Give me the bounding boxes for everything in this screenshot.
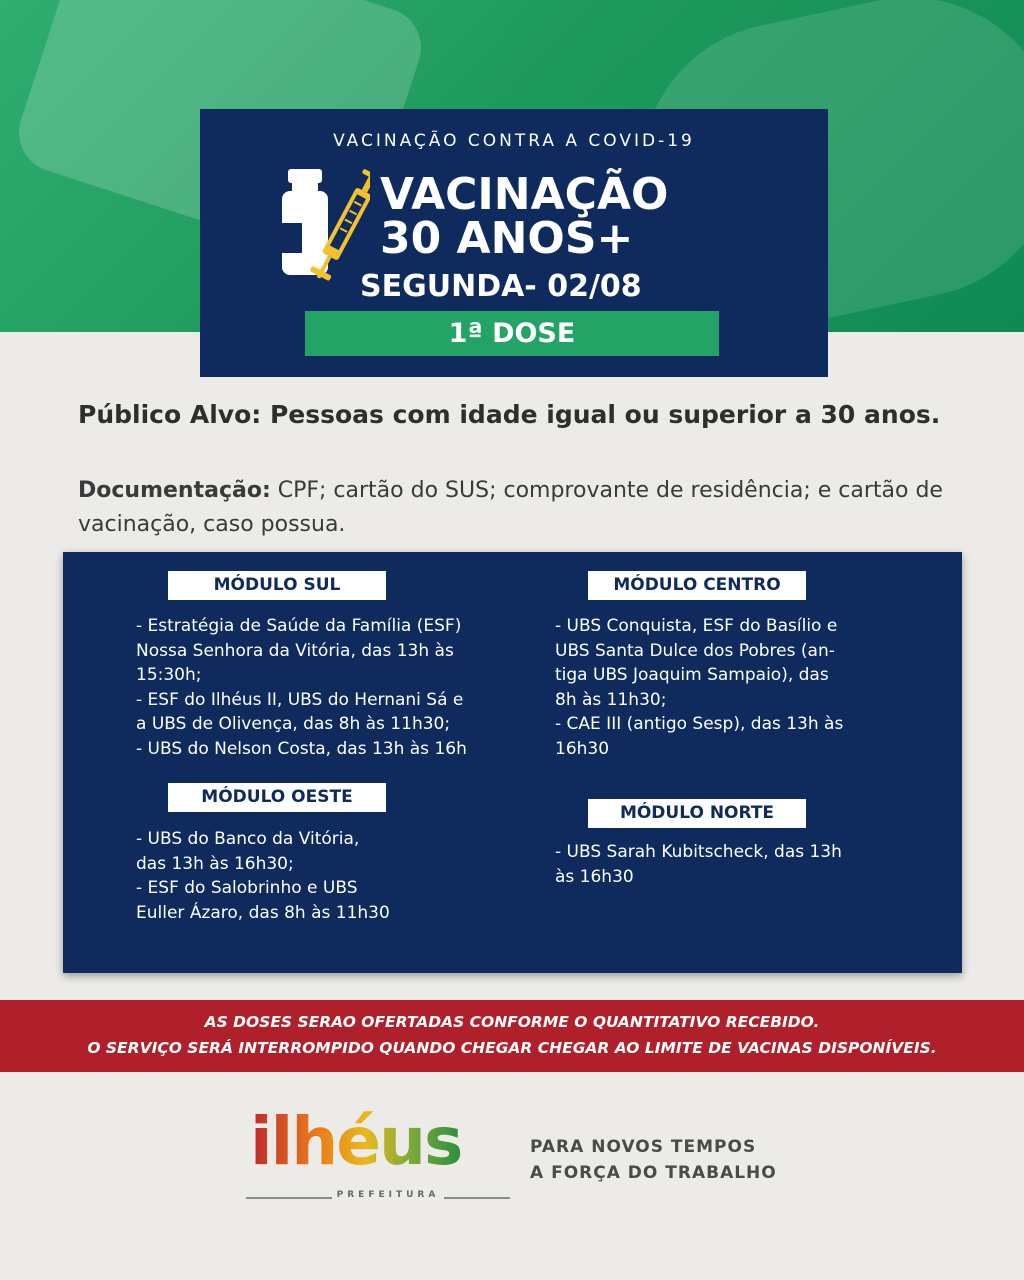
module-sul-text: - Estratégia de Saúde da Família (ESF) Nossa Senhora da Vitória, das 13h às 15:30h; - ESF do Ilhéus II, UBS do Hernani Sá e a UBS de Olivença, das 8h às 11h30; - UBS do Nelson Costa, das 13h às 16h <box>136 616 467 759</box>
module-oeste-label: MÓDULO OESTE <box>168 783 386 812</box>
documentation-list: CPF; cartão do SUS; comprovante de residência; e cartão de vacinação, caso possua. <box>78 478 943 537</box>
header-subtitle: VACINAÇÃO CONTRA A COVID-19 <box>333 131 695 151</box>
dose-badge: 1ª DOSE <box>305 311 719 356</box>
logo-divider-left <box>246 1197 332 1199</box>
module-oeste-text: - UBS do Banco da Vitória, das 13h às 16h30; - ESF do Salobrinho e UBS Euller Ázaro, das 8h às 11h30 <box>136 829 390 923</box>
logo-subtitle: PREFEITURA <box>336 1190 440 1200</box>
vaccine-vial-syringe-icon <box>280 165 370 295</box>
slogan: PARA NOVOS TEMPOS A FORÇA DO TRABALHO <box>530 1137 777 1183</box>
module-sul-label: MÓDULO SUL <box>168 571 386 600</box>
module-centro-label: MÓDULO CENTRO <box>588 571 806 600</box>
module-norte-label: MÓDULO NORTE <box>588 799 806 828</box>
notice-line-1: AS DOSES SERAO OFERTADAS CONFORME O QUANTITATIVO RECEBIDO. <box>204 1013 820 1031</box>
module-centro-text: - UBS Conquista, ESF do Basílio e UBS Santa Dulce dos Pobres (an- tiga UBS Joaquim Sampaio), das 8h às 11h30; - CAE III (antigo Sesp), das 13h às 16h30 <box>555 616 844 759</box>
header-box <box>200 109 828 377</box>
date-label: SEGUNDA- 02/08 <box>360 269 642 304</box>
documentation-label: Documentação: <box>78 478 271 503</box>
notice-banner <box>0 1000 1024 1072</box>
title-line-1: VACINAÇÃO <box>380 169 669 220</box>
modules-panel <box>63 552 962 973</box>
target-audience-text: Público Alvo: Pessoas com idade igual ou superior a 30 anos. <box>78 400 941 429</box>
ilheus-logo: ilhéus <box>250 1103 462 1180</box>
notice-line-2: O SERVIÇO SERÁ INTERROMPIDO QUANDO CHEGAR CHEGAR AO LIMITE DE VACINAS DISPONÍVEIS. <box>87 1039 937 1057</box>
documentation-text <box>78 474 978 542</box>
title-line-2: 30 ANOS+ <box>380 213 634 264</box>
logo-divider-right <box>444 1197 510 1199</box>
module-norte-text: - UBS Sarah Kubitscheck, das 13h às 16h30 <box>555 842 842 887</box>
page-title <box>380 169 669 264</box>
